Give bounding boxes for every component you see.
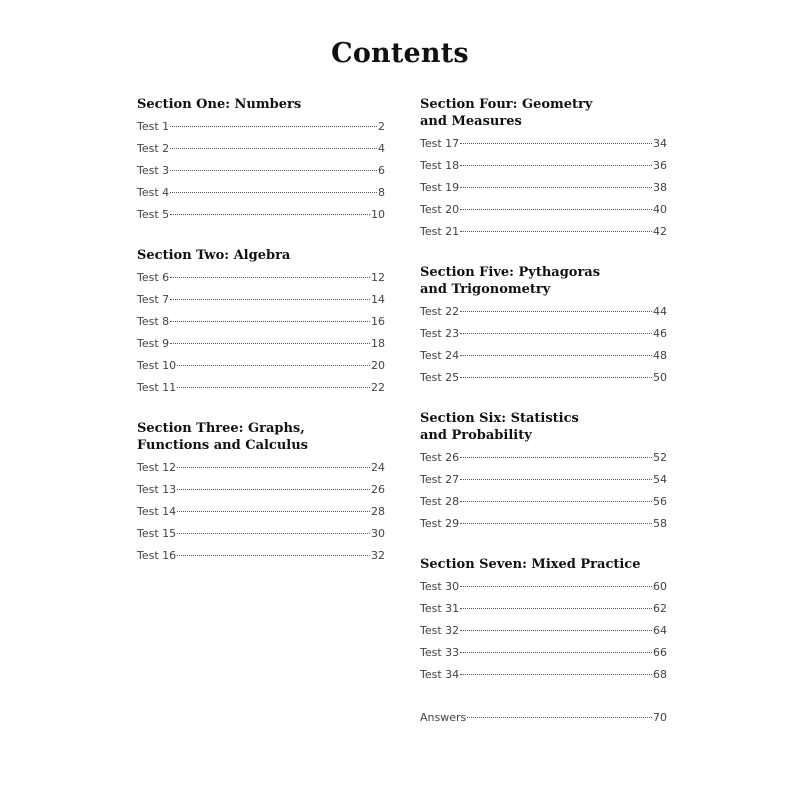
toc-entry[interactable] [137,523,385,545]
toc-page-number: 44 [653,305,667,318]
toc-entry[interactable] [420,642,667,664]
section-heading-line: Section Three: Graphs, [137,421,305,436]
right-column [420,96,667,729]
dot-leader [177,364,370,366]
dot-leader [170,125,377,127]
answers-section [420,707,667,729]
dot-leader [170,147,377,149]
toc-section [420,410,667,535]
toc-entry-label: Test 12 [137,461,177,474]
toc-entry-label: Test 31 [420,602,460,615]
toc-entry-label: Test 5 [137,208,170,221]
toc-entry-label: Test 14 [137,505,177,518]
toc-entry[interactable] [137,311,385,333]
toc-page-number: 28 [371,505,385,518]
toc-page-number: 66 [653,646,667,659]
toc-entry[interactable] [420,301,667,323]
dot-leader [177,510,370,512]
dot-leader [170,169,377,171]
toc-entry[interactable] [420,155,667,177]
dot-leader [460,376,652,378]
toc-section [137,420,385,567]
toc-entry-label: Test 33 [420,646,460,659]
dot-leader [460,673,652,675]
dot-leader [460,478,652,480]
toc-entry-label: Test 30 [420,580,460,593]
toc-entry[interactable] [137,501,385,523]
dot-leader [170,342,370,344]
dot-leader [170,213,370,215]
dot-leader [170,320,370,322]
toc-page-number: 34 [653,137,667,150]
section-heading-line: and Measures [420,114,522,129]
dot-leader [460,332,652,334]
dot-leader [460,500,652,502]
toc-page-number: 12 [371,271,385,284]
toc-entry-label: Test 3 [137,164,170,177]
toc-page-number: 4 [378,142,385,155]
toc-entry[interactable] [420,469,667,491]
toc-page-number: 36 [653,159,667,172]
section-heading-line: Section Seven: Mixed Practice [420,557,641,572]
dot-leader [460,585,652,587]
toc-entry[interactable] [420,513,667,535]
toc-entry-label: Test 13 [137,483,177,496]
dot-leader [460,651,652,653]
toc-entry-label: Test 22 [420,305,460,318]
toc-entry-label: Test 17 [420,137,460,150]
toc-page-number: 68 [653,668,667,681]
dot-leader [460,208,652,210]
toc-entry-label: Test 6 [137,271,170,284]
section-heading [420,410,667,444]
toc-section [420,264,667,389]
toc-entry[interactable] [420,199,667,221]
toc-section [137,247,385,399]
toc-section [420,96,667,243]
toc-page-number: 56 [653,495,667,508]
toc-entry-label: Test 1 [137,120,170,133]
toc-page-number: 60 [653,580,667,593]
dot-leader [460,142,652,144]
toc-page-number: 40 [653,203,667,216]
toc-entry[interactable] [420,367,667,389]
toc-entry[interactable] [420,620,667,642]
toc-entry-label: Answers [420,711,467,724]
toc-page-number: 10 [371,208,385,221]
toc-entry-label: Test 9 [137,337,170,350]
section-heading-line: Functions and Calculus [137,438,309,453]
section-heading [420,96,667,130]
toc-entry[interactable] [137,377,385,399]
dot-leader [460,456,652,458]
dot-leader [177,532,370,534]
toc-page-number: 8 [378,186,385,199]
toc-entry[interactable] [137,116,385,138]
section-heading-line: Section Two: Algebra [137,248,291,263]
section-heading-line: and Trigonometry [420,282,551,297]
toc-entry[interactable] [137,204,385,226]
dot-leader [177,554,370,556]
dot-leader [460,310,652,312]
toc-entry-label: Test 10 [137,359,177,372]
section-heading-line: Section Five: Pythagoras [420,265,601,280]
toc-entry[interactable] [137,355,385,377]
toc-entry-label: Test 4 [137,186,170,199]
toc-entry[interactable] [420,598,667,620]
section-heading [137,96,385,113]
toc-page-number: 52 [653,451,667,464]
dot-leader [170,276,370,278]
toc-entry-label: Test 28 [420,495,460,508]
section-heading [137,420,385,454]
toc-page-number: 2 [378,120,385,133]
toc-page-number: 30 [371,527,385,540]
toc-entry-label: Test 11 [137,381,177,394]
toc-page-number: 62 [653,602,667,615]
toc-page-number: 20 [371,359,385,372]
toc-entry[interactable] [137,267,385,289]
toc-entry[interactable] [420,664,667,686]
toc-entry[interactable] [420,491,667,513]
dot-leader [467,716,652,718]
toc-entry-label: Test 15 [137,527,177,540]
dot-leader [460,354,652,356]
toc-entry[interactable] [137,333,385,355]
toc-entry-label: Test 32 [420,624,460,637]
toc-entry[interactable] [137,160,385,182]
toc-entry[interactable] [420,447,667,469]
dot-leader [170,298,370,300]
toc-entry-label: Test 18 [420,159,460,172]
toc-page-number: 16 [371,315,385,328]
dot-leader [460,164,652,166]
toc-entry[interactable] [420,177,667,199]
section-heading [420,264,667,298]
toc-entry-label: Test 24 [420,349,460,362]
toc-entry[interactable] [137,289,385,311]
toc-entry[interactable] [137,545,385,567]
dot-leader [460,522,652,524]
toc-entry[interactable] [420,133,667,155]
section-heading [137,247,385,264]
page-title: Contents [331,38,469,69]
toc-entry-label: Test 7 [137,293,170,306]
dot-leader [460,607,652,609]
toc-entry[interactable] [137,457,385,479]
dot-leader [460,186,652,188]
toc-page-number: 58 [653,517,667,530]
dot-leader [460,230,652,232]
dot-leader [170,191,377,193]
section-heading-line: Section Six: Statistics [420,411,579,426]
section-heading-line: Section Four: Geometry [420,97,593,112]
toc-entry-label: Test 16 [137,549,177,562]
section-heading [420,556,667,573]
toc-page-number: 18 [371,337,385,350]
toc-page-number: 42 [653,225,667,238]
toc-page-number: 24 [371,461,385,474]
section-heading-line: and Probability [420,428,532,443]
toc-page-number: 46 [653,327,667,340]
toc-entry[interactable] [137,138,385,160]
dot-leader [177,386,370,388]
toc-page-number: 14 [371,293,385,306]
dot-leader [177,466,370,468]
toc-entry[interactable] [137,182,385,204]
toc-page-number: 26 [371,483,385,496]
toc-page-number: 54 [653,473,667,486]
left-column [137,96,385,588]
toc-entry-label: Test 26 [420,451,460,464]
dot-leader [460,629,652,631]
toc-page-number: 22 [371,381,385,394]
toc-section [420,556,667,686]
toc-page-number: 48 [653,349,667,362]
toc-entry-label: Test 8 [137,315,170,328]
toc-page-number: 50 [653,371,667,384]
toc-entry-label: Test 23 [420,327,460,340]
toc-entry[interactable] [137,479,385,501]
toc-page-number: 70 [653,711,667,724]
toc-page-number: 32 [371,549,385,562]
toc-entry[interactable] [420,221,667,243]
toc-entry-label: Test 20 [420,203,460,216]
toc-entry-label: Test 34 [420,668,460,681]
toc-entry-label: Test 2 [137,142,170,155]
dot-leader [177,488,370,490]
toc-entry-label: Test 29 [420,517,460,530]
toc-entry-label: Test 21 [420,225,460,238]
toc-entry[interactable] [420,345,667,367]
toc-entry-label: Test 27 [420,473,460,486]
toc-page-number: 38 [653,181,667,194]
toc-entry-label: Test 19 [420,181,460,194]
toc-entry[interactable] [420,707,667,729]
section-heading-line: Section One: Numbers [137,97,302,112]
toc-entry[interactable] [420,576,667,598]
toc-page-number: 64 [653,624,667,637]
toc-page-number: 6 [378,164,385,177]
toc-section [137,96,385,226]
toc-entry-label: Test 25 [420,371,460,384]
toc-entry[interactable] [420,323,667,345]
